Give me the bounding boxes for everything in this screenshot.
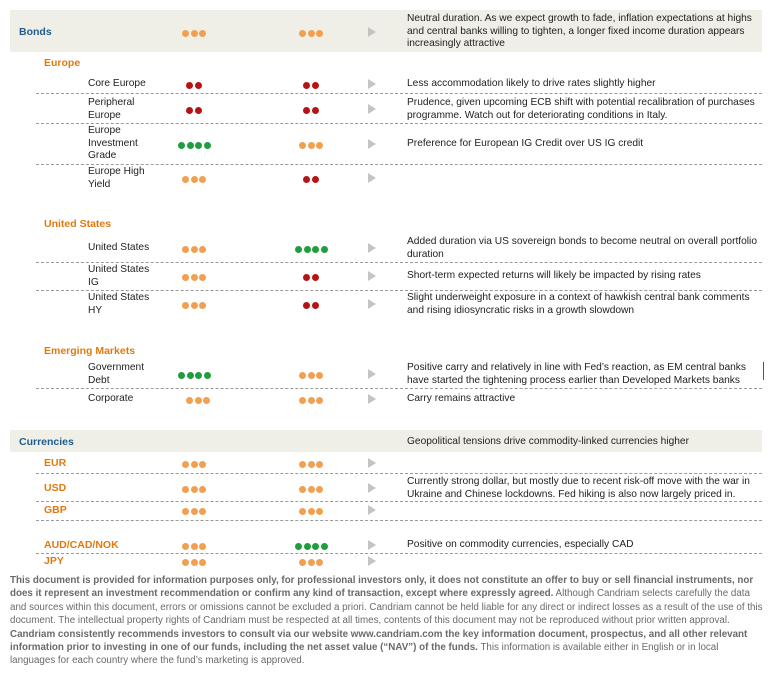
em-govt-comment: Positive carry and relatively in line with Fed’s reaction, as EM central banks have started the tightening process earlier than Developed Markets banks [407, 362, 746, 386]
dot [187, 372, 194, 379]
bonds-comment: Neutral duration. As we expect growth to fade, inflation expectations at highs and central banks willing to tighten, a longer fixed income duration appears increasingly attractive [407, 13, 752, 49]
bonds-rating-current [182, 27, 208, 37]
row-label-us-hy: United States HY [88, 292, 150, 316]
dot [303, 176, 310, 183]
dot [308, 559, 315, 566]
dot [204, 142, 211, 149]
dot [199, 508, 206, 515]
em-corp-rating-outlook [299, 394, 325, 404]
dot [321, 246, 328, 253]
dot [195, 142, 202, 149]
us-rating-current [182, 243, 208, 253]
dot [191, 176, 198, 183]
dot [182, 543, 189, 550]
dot [316, 508, 323, 515]
dot [195, 397, 202, 404]
arrow-icon [368, 104, 376, 114]
aud-cad-nok-rating-current [182, 540, 208, 550]
row-label-core-europe: Core Europe [88, 78, 146, 89]
arrow-icon [368, 369, 376, 379]
dot [316, 397, 323, 404]
dot [187, 142, 194, 149]
dot [195, 82, 202, 89]
core-europe-rating-current [186, 79, 203, 89]
dot [182, 302, 189, 309]
aud-cad-nok-rating-outlook [295, 540, 329, 550]
ccy-label-jpy: JPY [44, 555, 64, 567]
dot [182, 559, 189, 566]
dot [191, 30, 198, 37]
dot [295, 246, 302, 253]
peripheral-europe-comment: Prudence, given upcoming ECB shift with potential recalibration of purchases programme. Watch out for deteriorating conditions in Italy. [407, 97, 755, 121]
arrow-icon [368, 139, 376, 149]
dot [182, 461, 189, 468]
disclaimer-text-2: This information is available either in English or in local languages for each country where the fund’s marketing is approved. [10, 642, 719, 667]
dot [191, 302, 198, 309]
dot [312, 302, 319, 309]
dot [312, 246, 319, 253]
dot [299, 486, 306, 493]
row-label-government-debt: Government Debt [88, 362, 145, 386]
dot [191, 508, 198, 515]
dot [295, 543, 302, 550]
divider [36, 473, 762, 474]
dot [299, 372, 306, 379]
dot [191, 246, 198, 253]
currencies-comment: Geopolitical tensions drive commodity-linked currencies higher [407, 436, 689, 447]
dot [191, 559, 198, 566]
disclaimer-text-1: Although Candriam selects carefully the data and sources within this document, errors or omissions cannot be excluded a priori. Candriam cannot be held liable for any direct or indirect losses as a result of the use of this document. The intellectual property rights of Candriam must be respected at all times, contents of this document may not be reproduced without prior written approval. [10, 588, 763, 627]
arrow-icon [368, 243, 376, 253]
divider [36, 553, 762, 554]
dot [316, 30, 323, 37]
row-label-europe-hy: Europe High Yield [88, 166, 145, 190]
jpy-rating-outlook [299, 556, 325, 566]
divider [36, 262, 762, 263]
aud-cad-nok-comment: Positive on commodity currencies, especially CAD [407, 539, 634, 550]
dot [312, 274, 319, 281]
us-rating-outlook [295, 243, 329, 253]
dot [316, 559, 323, 566]
dot [299, 508, 306, 515]
dot [191, 486, 198, 493]
arrow-icon [368, 505, 376, 515]
us-comment: Added duration via US sovereign bonds to become neutral on overall portfolio duration [407, 236, 757, 260]
dot [299, 142, 306, 149]
dot [191, 543, 198, 550]
peripheral-europe-rating-current [186, 104, 203, 114]
dot [199, 461, 206, 468]
dot [178, 372, 185, 379]
dot [303, 302, 310, 309]
currencies-title: Currencies [19, 436, 74, 448]
row-label-united-states: United States [88, 242, 150, 253]
dot [199, 302, 206, 309]
core-europe-comment: Less accommodation likely to drive rates slightly higher [407, 78, 656, 89]
usd-rating-outlook [299, 483, 325, 493]
dot [199, 486, 206, 493]
disclaimer [10, 574, 765, 668]
eur-rating-current [182, 458, 208, 468]
arrow-icon [368, 394, 376, 404]
dot [308, 486, 315, 493]
us-hy-rating-current [182, 299, 208, 309]
dot [199, 274, 206, 281]
row-label-corporate: Corporate [88, 393, 134, 404]
dot [191, 274, 198, 281]
gbp-rating-current [182, 505, 208, 515]
dot [316, 142, 323, 149]
dot [316, 461, 323, 468]
dot [195, 107, 202, 114]
dot [182, 486, 189, 493]
ccy-label-gbp: GBP [44, 504, 67, 516]
dot [299, 30, 306, 37]
dot [299, 397, 306, 404]
europe-hy-rating-outlook [303, 173, 320, 183]
arrow-icon [368, 271, 376, 281]
divider-vertical [763, 362, 764, 380]
europe-ig-rating-outlook [299, 139, 325, 149]
us-ig-comment: Short-term expected returns will likely be impacted by rising rates [407, 270, 701, 281]
gbp-rating-outlook [299, 505, 325, 515]
dot [308, 142, 315, 149]
jpy-rating-current [182, 556, 208, 566]
europe-title: Europe [44, 57, 81, 69]
dot [199, 176, 206, 183]
divider [36, 164, 762, 165]
us-ig-rating-outlook [303, 271, 320, 281]
dot [199, 30, 206, 37]
em-title: Emerging Markets [44, 345, 136, 357]
dot [312, 543, 319, 550]
dot [195, 372, 202, 379]
ccy-label-eur: EUR [44, 457, 67, 469]
dot [204, 372, 211, 379]
dot [316, 486, 323, 493]
dot [312, 82, 319, 89]
dot [199, 543, 206, 550]
dot [308, 461, 315, 468]
arrow-icon [368, 79, 376, 89]
row-label-peripheral-europe: Peripheral Europe [88, 97, 135, 121]
usd-comment: Currently strong dollar, but mostly due to recent risk-off move with the war in Ukraine and Chinese lockdowns. Fed hiking is also now largely priced in. [407, 476, 750, 500]
divider [36, 290, 762, 291]
dot [182, 30, 189, 37]
disclaimer-bold-1: This document is provided for information purposes only, for professional investors only, it does not constitute an offer to buy or sell financial instruments, nor does it represent an investment recommendation or confirm any kind of transaction, except where expressly agreed. [10, 575, 754, 600]
dot [304, 246, 311, 253]
dot [308, 30, 315, 37]
bonds-rating-outlook [299, 27, 325, 37]
divider [36, 123, 762, 124]
us-hy-comment: Slight underweight exposure in a context of hawkish central bank comments and rising idiosyncratic risks in a growth slowdown [407, 292, 750, 316]
divider [36, 388, 762, 389]
dot [182, 274, 189, 281]
dot [308, 508, 315, 515]
dot [316, 372, 323, 379]
arrow-icon [368, 173, 376, 183]
em-govt-rating-current [178, 369, 212, 379]
us-hy-rating-outlook [303, 299, 320, 309]
dot [312, 107, 319, 114]
arrow-icon [368, 556, 376, 566]
dot [182, 246, 189, 253]
divider [36, 93, 762, 94]
arrow-icon [368, 299, 376, 309]
usd-rating-current [182, 483, 208, 493]
us-title: United States [44, 218, 112, 230]
em-corp-comment: Carry remains attractive [407, 393, 516, 404]
divider [36, 520, 762, 521]
europe-ig-comment: Preference for European IG Credit over US IG credit [407, 138, 644, 149]
dot [304, 543, 311, 550]
ccy-label-aud-cad-nok: AUD/CAD/NOK [44, 539, 119, 551]
dot [186, 107, 193, 114]
dot [312, 176, 319, 183]
bonds-title: Bonds [19, 26, 52, 38]
em-corp-rating-current [186, 394, 212, 404]
arrow-icon [368, 458, 376, 468]
row-label-us-ig: United States IG [88, 264, 150, 288]
dot [299, 559, 306, 566]
eur-rating-outlook [299, 458, 325, 468]
row-label-europe-ig: Europe Investment Grade [88, 125, 138, 161]
dot [203, 397, 210, 404]
dot [191, 461, 198, 468]
europe-hy-rating-current [182, 173, 208, 183]
arrow-icon [368, 483, 376, 493]
dot [303, 107, 310, 114]
dot [299, 461, 306, 468]
ccy-label-usd: USD [44, 482, 67, 494]
arrow-icon [368, 540, 376, 550]
europe-ig-rating-current [178, 139, 212, 149]
dot [178, 142, 185, 149]
dot [199, 246, 206, 253]
dot [308, 397, 315, 404]
dot [186, 397, 193, 404]
dot [186, 82, 193, 89]
dot [321, 543, 328, 550]
arrow-icon [368, 27, 376, 37]
em-govt-rating-outlook [299, 369, 325, 379]
dot [182, 176, 189, 183]
peripheral-europe-rating-outlook [303, 104, 320, 114]
dot [199, 559, 206, 566]
dot [303, 82, 310, 89]
disclaimer-bold-2: Candriam consistently recommends investors to consult via our website www.candriam.com the key information document, prospectus, and all other relevant information prior to investing in one of our funds, including the net asset value (“NAV”) of the funds. [10, 628, 748, 654]
core-europe-rating-outlook [303, 79, 320, 89]
dot [308, 372, 315, 379]
divider [36, 501, 762, 502]
dot [182, 508, 189, 515]
dot [303, 274, 310, 281]
us-ig-rating-current [182, 271, 208, 281]
